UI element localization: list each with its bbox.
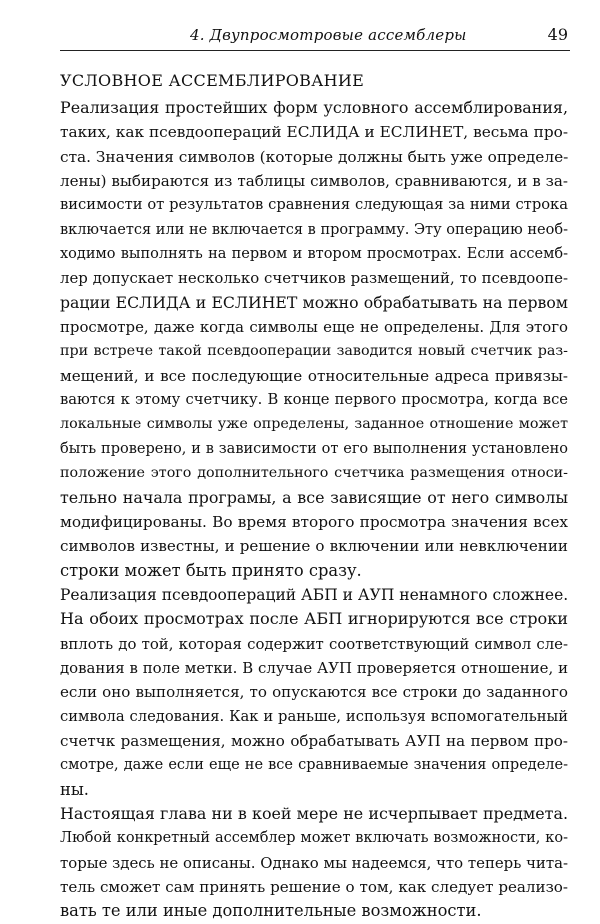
text-line: тельно начала програмы, а все зависящие от него символы	[60, 487, 568, 507]
text-line: лены) выбираются из таблицы символов, сравниваются, и в за-	[60, 172, 568, 191]
text-line: символа следования. Как и раньше, используя вспомогательный	[60, 707, 568, 725]
text-line: ходимо выполнять на первом и втором просмотрах. Если ассемб-	[60, 246, 568, 263]
text-line: ны.	[60, 779, 89, 799]
text-line: рации ЕСЛИДА и ЕСЛИНЕТ можно обрабатывать на первом	[60, 292, 568, 312]
text-line: мещений, и все последующие относительные адреса привязы-	[60, 366, 568, 385]
text-line: Любой конкретный ассемблер может включать возможности, ко-	[60, 830, 568, 847]
text-line: локальные символы уже определены, заданное отношение может	[60, 416, 568, 433]
text-line: лер допускает несколько счетчиков размещений, то псевдоопе-	[60, 269, 568, 288]
text-line: положение этого дополнительного счетчика размещения относи-	[60, 465, 568, 482]
text-line: при встрече такой псевдооперации заводится новый счетчик раз-	[60, 343, 568, 360]
text-line: символов известны, и решение о включении или невключении	[60, 537, 568, 556]
text-line: включается или не включается в программу. Эту операцию необ-	[60, 221, 568, 238]
text-line: просмотре, даже когда символы еще не определены. Для этого	[60, 318, 568, 337]
text-line: если оно выполняется, то опускаются все строки до заданного	[60, 683, 568, 702]
chapter-title: 4. Двупросмотровые ассемблеры	[190, 26, 467, 44]
text-line: дования в поле метки. В случае АУП проверяется отношение, и	[60, 658, 568, 677]
text-line: быть проверено, и в зависимости от его выполнения установлено	[60, 440, 568, 457]
text-line: Реализация псевдоопераций АБП и АУП ненамного сложнее.	[60, 585, 569, 604]
text-line: смотре, даже если еще не все сравниваемые значения определе-	[60, 757, 568, 774]
section-title: УСЛОВНОЕ АССЕМБЛИРОВАНИЕ	[60, 71, 365, 90]
text-line: модифицированы. Во время второго просмотра значения всех	[60, 512, 568, 531]
page-number: 49	[547, 25, 568, 44]
text-line: вплоть до той, которая содержит соответствующий символ сле-	[60, 634, 568, 653]
text-line: таких, как псевдоопераций ЕСЛИДА и ЕСЛИНЕТ, весьма про-	[60, 123, 568, 142]
text-line: строки может быть принято сразу.	[60, 560, 362, 580]
running-head	[60, 24, 570, 51]
text-line: На обоих просмотрах после АБП игнорируются все строки	[60, 609, 568, 629]
text-line: торые здесь не описаны. Однако мы надеемся, что теперь чита-	[60, 853, 568, 872]
text-line: ваются к этому счетчику. В конце первого просмотра, когда все	[60, 391, 568, 409]
text-line: счетчк размещения, можно обрабатывать АУП на первом про-	[60, 731, 568, 750]
text-line: Настоящая глава ни в коей мере не исчерпывает предмета.	[60, 803, 568, 823]
text-line: тель сможет сам принять решение о том, как следует реализо-	[60, 878, 568, 896]
text-line: ста. Значения символов (которые должны быть уже определе-	[60, 147, 569, 166]
text-line: висимости от результатов сравнения следующая за ними строка	[60, 196, 568, 214]
body-text	[60, 96, 568, 924]
text-line: вать те или иные дополнительные возможности.	[60, 901, 482, 921]
text-line: Реализация простейших форм условного ассемблирования,	[60, 98, 568, 117]
